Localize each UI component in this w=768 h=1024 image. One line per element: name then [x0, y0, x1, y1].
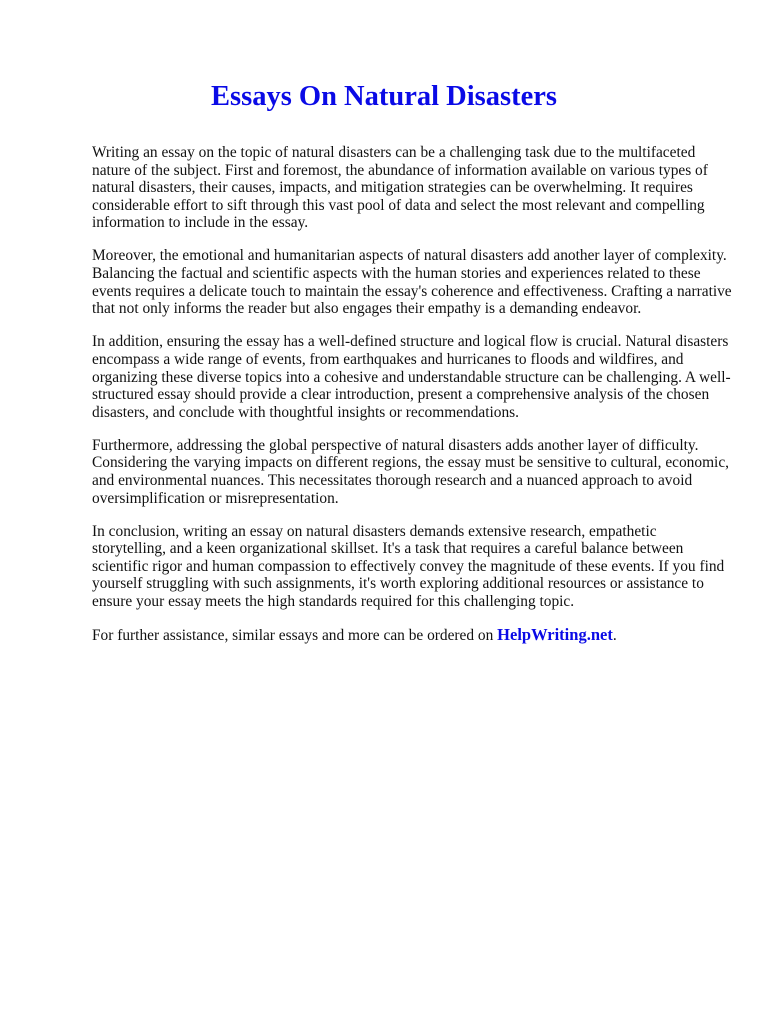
paragraph-5: In conclusion, writing an essay on natural disasters demands extensive research, empathetic storytelling, and a keen organizational skillset. It's a task that requires a careful balance between scientific rigor and human compassion to effectively convey the magnitude of these events. If you find yourself struggling with such assignments, it's worth exploring additional resources or assistance to ensure your essay meets the high standards required for this challenging topic. [92, 522, 725, 611]
cta-suffix: . [612, 627, 617, 645]
cta-paragraph [92, 626, 732, 645]
paragraph-1: Writing an essay on the topic of natural disasters can be a challenging task due to the multifaceted nature of the subject. First and foremost, the abundance of information available on various types of natural disasters, their causes, impacts, and mitigation strategies can be overwhelming. It requires considerable effort to sift through this vast pool of data and select the most relevant and compelling information to include in the essay. [92, 144, 708, 232]
essay-body [92, 144, 732, 660]
paragraph-4: Furthermore, addressing the global perspective of natural disasters adds another layer of difficulty. Considering the varying impacts on different regions, the essay must be sensitive to cultural, economic, and environmental nuances. This necessitates thorough research and a nuanced approach to avoid oversimplification or misrepresentation. [92, 436, 729, 507]
cta-prefix: For further assistance, similar essays and more can be ordered on [92, 627, 498, 645]
helpwriting-link[interactable]: HelpWriting.net [497, 625, 613, 645]
page-title: Essays On Natural Disasters [211, 81, 557, 112]
paragraph-2: Moreover, the emotional and humanitarian aspects of natural disasters add another layer of complexity. Balancing the factual and scientific aspects with the human stories and experiences related to these events requires a delicate touch to maintain the essay's coherence and effectiveness. Crafting a narrative that not only informs the reader but also engages their empathy is a demanding endeavor. [92, 247, 732, 318]
paragraph-3: In addition, ensuring the essay has a well-defined structure and logical flow is crucial. Natural disasters encompass a wide range of events, from earthquakes and hurricanes to floods and wildfires, and organizing these diverse topics into a cohesive and understandable structure can be challenging. A well-structured essay should provide a clear introduction, present a comprehensive analysis of the chosen disasters, and conclude with thoughtful insights or recommendations. [92, 333, 731, 421]
